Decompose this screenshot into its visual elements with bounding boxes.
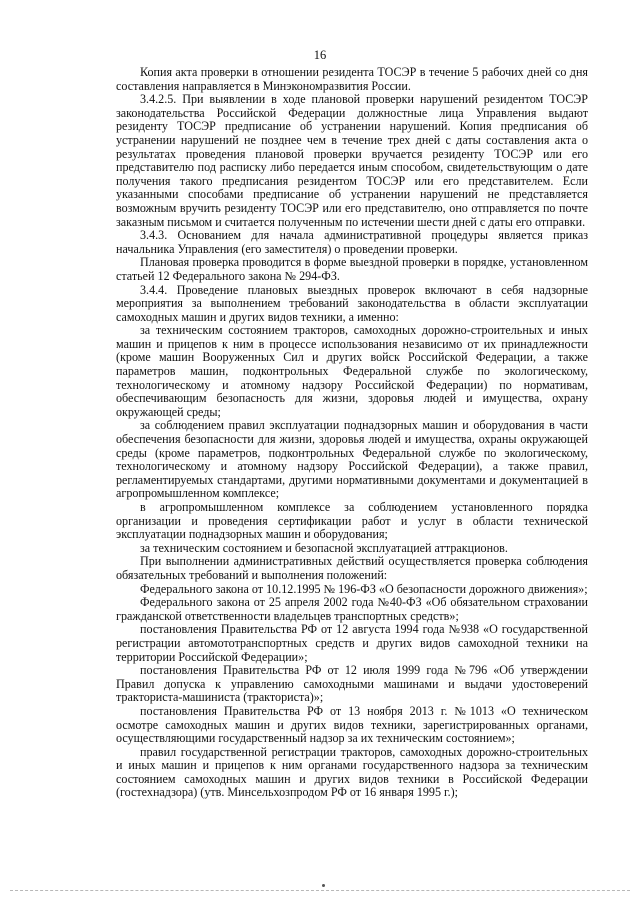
paragraph-3-4-3: 3.4.3. Основанием для начала административной процедуры является приказ начальника Управления (его заместителя) о проведении проверки.: [116, 228, 588, 256]
paragraph-operation-rules: за соблюдением правил эксплуатации поднадзорных машин и оборудования в части обеспечения безопасности для жизни, здоровья людей и имущества, охраны окружающей среды (кроме параметров, подконтрольных Федеральной службе по экологическому, технологическому и атомному надзору Российской Федерации), а также правил, регламентируемых стандартами, другими нормативными документами и документацией в агропромышленном комплексе;: [116, 418, 588, 501]
paragraph-decree-1013: постановления Правительства РФ от 13 ноября 2013 г. №1013 «О техническом осмотре самоходных машин и других видов техники, зарегистрированных органами, осуществляющими государственный надзор за их техническим состоянием»;: [116, 703, 588, 746]
paragraph-3-4-2-5: 3.4.2.5. При выявлении в ходе плановой проверки нарушений резидентом ТОСЭР законодательства Российской Федерации должностные лица Управления выдают резиденту ТОСЭР предписание об устранении нарушений. Копия предписания об устранении нарушений не позднее чем в течение трех дней с даты составления акта о результатах проведения плановой проверки вручается резиденту ТОСЭР или его представителю под расписку либо передается иным способом, свидетельствующим о дате получения такого предписания резидентом ТОСЭР или его представителем. Если указанными способами предписание об устранении нарушений не представляется возможным вручить резиденту ТОСЭР или его представителю, оно отправляется по почте заказным письмом и считается полученным по истечении шести дней с даты его отправки.: [116, 92, 588, 229]
paragraph-law-40: Федерального закона от 25 апреля 2002 года №40-ФЗ «Об обязательном страховании гражданской ответственности владельцев транспортных средств»;: [116, 595, 588, 623]
paragraph-technical-condition: за техническим состоянием тракторов, самоходных дорожно-строительных и иных машин и прицепов к ним в процессе использования независимо от их принадлежности (кроме машин Вооруженных Сил и других войск Российской Федерации, а также параметров машин, подконтрольных Федеральной службе по экологическому, технологическому и атомному надзору Российской Федерации) по нормативам, обеспечивающим безопасность для жизни, здоровья людей и имущества, охрану окружающей среды;: [116, 323, 588, 419]
paragraph-3-4-4: 3.4.4. Проведение плановых выездных проверок включают в себя надзорные мероприятия за выполнением требований законодательства в области эксплуатации самоходных машин и других видов техники, а именно:: [116, 282, 588, 324]
paragraph-act-copy: Копия акта проверки в отношении резидента ТОСЭР в течение 5 рабочих дней со дня составления направляется в Минэкономразвития России.: [116, 65, 588, 93]
paragraph-certification: в агропромышленном комплексе за соблюдением установленного порядка организации и проведения сертификации работ и услуг в области технической эксплуатации поднадзорных машин и оборудования;: [116, 500, 588, 542]
paragraph-decree-796: постановления Правительства РФ от 12 июля 1999 года №796 «Об утверждении Правил допуска к управлению самоходными машинами и выдачи удостоверений тракториста-машиниста (тракториста)»;: [116, 663, 588, 705]
scan-dot: [322, 884, 325, 887]
page-number: 16: [313, 48, 327, 62]
paragraph-registration-rules: правил государственной регистрации тракторов, самоходных дорожно-строительных и иных машин и прицепов к ним органами государственного надзора за техническим состоянием самоходных машин и других видов техники в Российской Федерации (гостехнадзора) (утв. Минсельхозпродом РФ от 16 января 1995 г.);: [116, 744, 588, 800]
document-body: [116, 66, 588, 800]
scan-artifact: [10, 884, 630, 896]
paragraph-attractions: за техническим состоянием и безопасной эксплуатацией аттракционов.: [140, 540, 508, 555]
paragraph-decree-938: постановления Правительства РФ от 12 августа 1994 года №938 «О государственной регистрации автомототранспортных средств и других видов самоходной техники на территории Российской Федерации»;: [116, 622, 588, 664]
paragraph-compliance-check: При выполнении административных действий осуществляется проверка соблюдения обязательных требований и выполнения положений:: [116, 554, 588, 582]
paragraph-planned-inspection: Плановая проверка проводится в форме выездной проверки в порядке, установленном статьей 12 Федерального закона № 294-ФЗ.: [116, 255, 588, 283]
scan-line: [10, 890, 630, 891]
paragraph-law-196: Федерального закона от 10.12.1995 № 196-ФЗ «О безопасности дорожного движения»;: [140, 581, 588, 596]
